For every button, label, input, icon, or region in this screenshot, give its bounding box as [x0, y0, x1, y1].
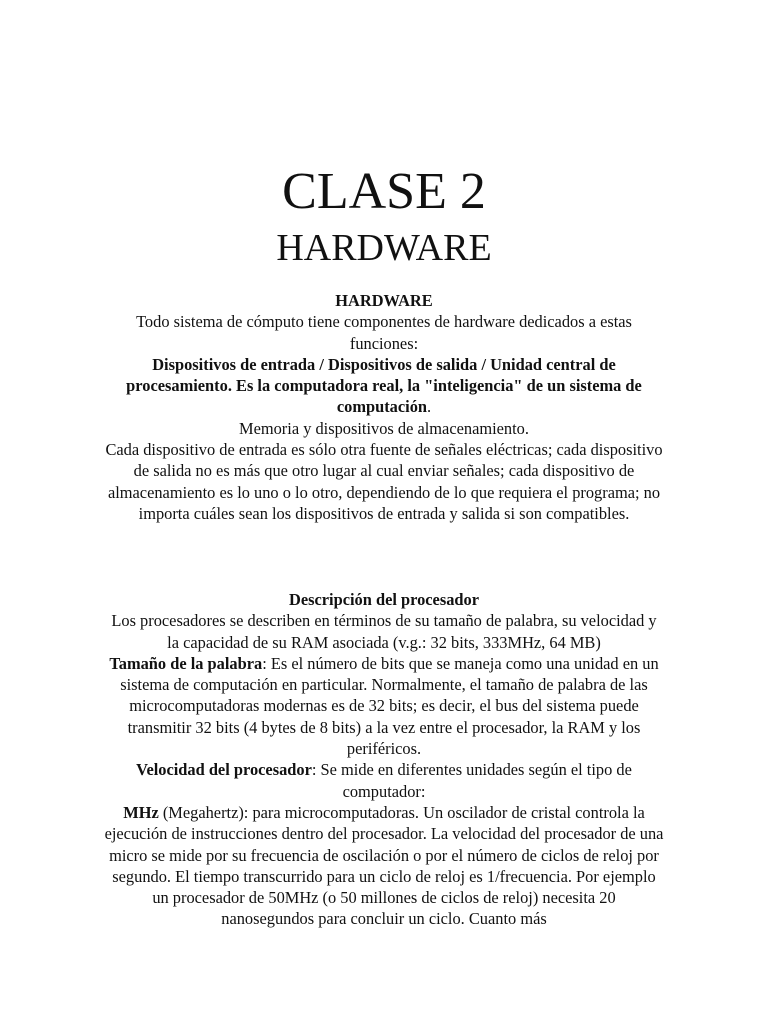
speed-label: Velocidad del procesador: [136, 760, 312, 780]
speed-paragraph: [104, 759, 664, 802]
page-title: CLASE 2: [282, 163, 486, 220]
page-subtitle: HARDWARE: [276, 227, 492, 269]
section-heading-processor: Descripción del procesador: [289, 590, 479, 609]
word-size-paragraph: [104, 653, 664, 759]
hardware-intro: Todo sistema de cómputo tiene componentes de hardware dedicados a estas funciones:: [136, 312, 632, 353]
word-size-label: Tamaño de la palabra: [109, 653, 263, 673]
mhz-text: (Megahertz): para microcomputadoras. Un oscilador de cristal controla la ejecución de instrucciones dentro del procesador. La velocidad del procesador de una micro se mide por su frecuencia de oscilación o por el número de ciclos de reloj por segundo. El tiempo transcurrido para un ciclo de reloj es 1/frecuencia. Por ejemplo un procesador de 50MHz (o 50 millones de ciclos de reloj) necesita 20 nanosegundos para concluir un ciclo. Cuanto más: [104, 802, 664, 929]
section-hardware: [104, 290, 664, 524]
hardware-functions-bold: Dispositivos de entrada / Dispositivos de salida / Unidad central de procesamiento. Es la computadora real, la "inteligencia" de un sistema de computación: [126, 354, 642, 417]
mhz-label: MHz: [123, 802, 159, 822]
hardware-functions-tail: .: [427, 397, 432, 417]
word-size-text: : Es el número de bits que se maneja como una unidad en un sistema de computación en particular. Normalmente, el tamaño de palabra de las microcomputadoras modernas es de 32 bits; es decir, el bus del sistema puede transmitir 32 bits (4 bytes de 8 bits) a la vez entre el procesador, la RAM y los periféricos.: [120, 653, 659, 759]
hardware-paragraph: Cada dispositivo de entrada es sólo otra fuente de señales eléctricas; cada dispositivo de salida no es más que otro lugar al cual enviar señales; cada dispositivo de almacenamiento es lo uno o lo otro, dependiendo de lo que requiera el programa; no importa cuáles sean los dispositivos de entrada y salida si son compatibles.: [105, 440, 663, 523]
speed-text: : Se mide en diferentes unidades según el tipo de computador:: [311, 760, 632, 801]
mhz-paragraph: [104, 802, 664, 930]
section-processor: [104, 589, 664, 930]
section-heading-hardware: HARDWARE: [335, 291, 433, 310]
processor-intro: Los procesadores se describen en términos de su tamaño de palabra, su velocidad y la capacidad de su RAM asociada (v.g.: 32 bits, 333MHz, 64 MB): [111, 611, 657, 652]
hardware-functions: [104, 354, 664, 418]
hardware-memory-line: Memoria y dispositivos de almacenamiento.: [239, 418, 529, 438]
